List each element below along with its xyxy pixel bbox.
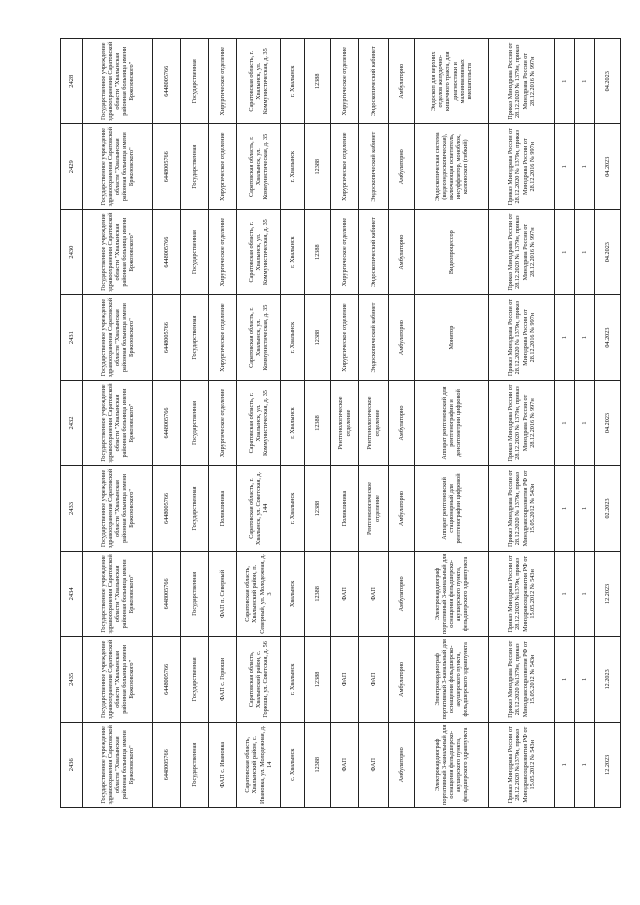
cell-address: Саратовская область, г. Хвалынск, ул. Коммунистическая, д. 35 xyxy=(237,380,281,465)
cell-ownership: Государственная xyxy=(181,466,209,551)
cell-order: Приказ Минздрава России от 28.12.2020 №1379н, приказ Минздравсоцразвития РФ от 15.05.2012 № 543н xyxy=(489,637,555,722)
cell-inn: 6448005766 xyxy=(153,124,181,209)
table-row-equipment xyxy=(415,39,489,808)
cell-qty2: 1 xyxy=(575,380,595,465)
cell-id: 2429 xyxy=(61,124,83,209)
cell-unit: Хирургическое отделение xyxy=(209,295,237,380)
cell-care: Амбулаторно xyxy=(389,380,415,465)
cell-care: Амбулаторно xyxy=(389,637,415,722)
equipment-table xyxy=(60,38,621,808)
cell-dept: Рентгенологическое отделение xyxy=(331,380,359,465)
cell-room: ФАП xyxy=(359,637,389,722)
cell-dept: ФАП xyxy=(331,551,359,636)
cell-qty2: 1 xyxy=(575,39,595,125)
cell-equipment: Аппарат рентгеновский стационарный для рентгенографии цифровой xyxy=(415,466,489,551)
table-row-date xyxy=(595,39,621,808)
cell-inn: 6448005766 xyxy=(153,637,181,722)
cell-address: Саратовская область, Хвалынский район, п. Северный, ул. Молодежная, д. 3 xyxy=(237,551,281,636)
cell-address: Саратовская область, г. Хвалынск, ул. Коммунистическая, д. 35 xyxy=(237,124,281,209)
table-row-order xyxy=(489,39,555,808)
cell-unit: Хирургическое отделение xyxy=(209,124,237,209)
cell-ownership: Государственная xyxy=(181,39,209,125)
cell-equipment: Видеопроцессор xyxy=(415,209,489,294)
table-body xyxy=(61,39,621,808)
cell-address: Саратовская область, Хвалынский район, с. Горюши, ул. Советская, д. 56 xyxy=(237,637,281,722)
cell-equipment: Электрокардиограф портативный 3-канальный для оснащения фельдшерско-акушерского пункта, фельдшерского здравпункта xyxy=(415,551,489,636)
cell-unit: Хирургическое отделение xyxy=(209,380,237,465)
cell-order: Приказ Минздрава России от 28.12.2020 № 1379н, приказ Минздрава России от 28.12.2016 № 997н xyxy=(489,209,555,294)
cell-room: Эндоскопический кабинет xyxy=(359,295,389,380)
cell-dept: Поликлиника xyxy=(331,466,359,551)
cell-qty2: 1 xyxy=(575,466,595,551)
cell-qty2: 1 xyxy=(575,551,595,636)
cell-org: Государственное учреждение здравоохранения Саратовской области "Хвалынская районная больница имени Бржозовского" xyxy=(83,551,153,636)
cell-inn: 6448005766 xyxy=(153,39,181,125)
cell-room: Эндоскопический кабинет xyxy=(359,124,389,209)
cell-date: 04.2023 xyxy=(595,295,621,380)
cell-qty: 1 xyxy=(555,551,575,636)
table-row-room xyxy=(359,39,389,808)
cell-dept: ФАП xyxy=(331,637,359,722)
cell-dept: Хирургическое отделение xyxy=(331,209,359,294)
cell-qty2: 1 xyxy=(575,295,595,380)
table-row-locality xyxy=(281,39,305,808)
cell-org: Государственное учреждение здравоохранения Саратовской области "Хвалынская районная больница имени Бржозовского" xyxy=(83,39,153,125)
cell-date: 04.2023 xyxy=(595,380,621,465)
cell-qty2: 1 xyxy=(575,209,595,294)
cell-inn: 6448005766 xyxy=(153,551,181,636)
cell-qty2: 1 xyxy=(575,722,595,807)
cell-qty: 1 xyxy=(555,380,575,465)
cell-locality: г. Хвалынск xyxy=(281,124,305,209)
table-row-address xyxy=(237,39,281,808)
cell-locality: г. Хвалынск xyxy=(281,380,305,465)
cell-ownership: Государственная xyxy=(181,637,209,722)
table-row-qty2 xyxy=(575,39,595,808)
cell-id: 2433 xyxy=(61,466,83,551)
cell-locality: г. Хвалынск xyxy=(281,466,305,551)
cell-org: Государственное учреждение здравоохранения Саратовской области "Хвалынская районная больница имени Бржозовского" xyxy=(83,380,153,465)
cell-address: Саратовская область, Хвалынский район, с. Ивановка, ул. Молодежная, д. 14 xyxy=(237,722,281,807)
cell-date: 02.2023 xyxy=(595,466,621,551)
cell-room: Эндоскопический кабинет xyxy=(359,39,389,125)
table-row-inn xyxy=(153,39,181,808)
cell-address: Саратовская область, г. Хвалынск, ул. Советская, д. 144 xyxy=(237,466,281,551)
cell-ownership: Государственная xyxy=(181,551,209,636)
cell-code: 12388 xyxy=(305,39,331,125)
cell-id: 2430 xyxy=(61,209,83,294)
cell-id: 2431 xyxy=(61,295,83,380)
table-row-care xyxy=(389,39,415,808)
cell-equipment: Эндоскопическая система (видеоэндоскопическая), включающая осветитель, инсуффлятор, моноблок, колоноскоп (гибкий) xyxy=(415,124,489,209)
cell-locality: с. Хвалынск xyxy=(281,722,305,807)
cell-inn: 6448005766 xyxy=(153,209,181,294)
cell-code: 12388 xyxy=(305,124,331,209)
cell-org: Государственное учреждение здравоохранения Саратовской области "Хвалынская районная больница имени Бржозовского" xyxy=(83,295,153,380)
cell-address: Саратовская область, г. Хвалынск, ул. Коммунистическая, д. 35 xyxy=(237,39,281,125)
cell-locality: г. Хвалынск xyxy=(281,209,305,294)
cell-order: Приказ Минздрава России от 28.12.2020 № 1379н, приказ Минздравсоцразвития РФ от 15.05.2012 № 543н xyxy=(489,466,555,551)
cell-qty: 1 xyxy=(555,39,575,125)
cell-equipment: Эндоскоп для верхних отделов желудочно-кишечного тракта, для диагностики и малоинвазивных вмешательств xyxy=(415,39,489,125)
cell-qty: 1 xyxy=(555,209,575,294)
cell-qty: 1 xyxy=(555,637,575,722)
cell-code: 12388 xyxy=(305,722,331,807)
cell-code: 12388 xyxy=(305,551,331,636)
cell-unit: Хирургическое отделение xyxy=(209,209,237,294)
cell-date: 12.2023 xyxy=(595,637,621,722)
cell-id: 2434 xyxy=(61,551,83,636)
cell-inn: 6448005766 xyxy=(153,722,181,807)
cell-care: Амбулаторно xyxy=(389,466,415,551)
table-row-dept xyxy=(331,39,359,808)
cell-code: 12388 xyxy=(305,380,331,465)
cell-id: 2435 xyxy=(61,637,83,722)
cell-unit: Хирургическое отделение xyxy=(209,39,237,125)
cell-care: Амбулаторно xyxy=(389,124,415,209)
cell-qty: 1 xyxy=(555,295,575,380)
cell-room: Рентгенологическое отделение xyxy=(359,466,389,551)
cell-room: Эндоскопический кабинет xyxy=(359,209,389,294)
cell-equipment: Аппарат рентгеновский для рентгенографии и денситометрии цифровой xyxy=(415,380,489,465)
cell-unit: ФАП п. Северный xyxy=(209,551,237,636)
cell-order: Приказ Минздрава России от 28.12.2020 №1379н, приказ Минздравсоцразвития РФ от 15.05.2012 № 543н xyxy=(489,551,555,636)
cell-room: ФАП xyxy=(359,551,389,636)
cell-ownership: Государственная xyxy=(181,380,209,465)
cell-date: 12.2023 xyxy=(595,551,621,636)
cell-address: Саратовская область, г. Хвалынск, ул. Коммунистическая, д. 35 xyxy=(237,209,281,294)
cell-code: 12388 xyxy=(305,295,331,380)
cell-order: Приказ Минздрава России от 28.12.2020 № 1379н, приказ Минздрава России от 28.12.2016 № 997н xyxy=(489,295,555,380)
cell-code: 12388 xyxy=(305,637,331,722)
table-row-code xyxy=(305,39,331,808)
cell-order: Приказ Минздрава России от 28.12.2020 № 1379н, приказ Минздрава России от 28.12.2016 № 997н xyxy=(489,124,555,209)
cell-qty: 1 xyxy=(555,124,575,209)
cell-care: Амбулаторно xyxy=(389,39,415,125)
cell-locality: Хвалынск xyxy=(281,551,305,636)
cell-qty2: 1 xyxy=(575,637,595,722)
cell-dept: Хирургическое отделение xyxy=(331,124,359,209)
cell-ownership: Государственная xyxy=(181,295,209,380)
cell-date: 12.2023 xyxy=(595,722,621,807)
cell-date: 04.2023 xyxy=(595,39,621,125)
cell-org: Государственное учреждение здравоохранения Саратовской области "Хвалынская районная больница имени Бржозовского" xyxy=(83,466,153,551)
table-row-unit xyxy=(209,39,237,808)
cell-room: ФАП xyxy=(359,722,389,807)
cell-locality: г. Хвалынск xyxy=(281,295,305,380)
cell-inn: 6448005766 xyxy=(153,380,181,465)
table-row-id xyxy=(61,39,83,808)
cell-unit: ФАП с. Ивановка xyxy=(209,722,237,807)
cell-dept: ФАП xyxy=(331,722,359,807)
cell-ownership: Государственная xyxy=(181,722,209,807)
cell-ownership: Государственная xyxy=(181,124,209,209)
rotated-table-wrapper xyxy=(60,38,620,808)
cell-dept: Хирургическое отделение xyxy=(331,295,359,380)
cell-equipment: Электрокардиограф портативный 3-канальный для оснащения фельдшерско-акушерского пункта, фельдшерского здравпункта xyxy=(415,722,489,807)
cell-dept: Хирургическое отделение xyxy=(331,39,359,125)
cell-locality: г. Хвалынск xyxy=(281,39,305,125)
cell-qty: 1 xyxy=(555,722,575,807)
cell-id: 2436 xyxy=(61,722,83,807)
cell-org: Государственное учреждение здравоохранения Саратовской области "Хвалынская районная больница имени Бржозовского" xyxy=(83,209,153,294)
cell-qty2: 1 xyxy=(575,124,595,209)
cell-unit: Поликлиника xyxy=(209,466,237,551)
cell-care: Амбулаторно xyxy=(389,295,415,380)
cell-address: Саратовская область, г. Хвалынск, ул. Коммунистическая, д. 35 xyxy=(237,295,281,380)
cell-org: Государственное учреждение здравоохранения Саратовской области "Хвалынская районная больница имени Бржозовского" xyxy=(83,124,153,209)
cell-equipment: Электрокардиограф портативный 3-канальный для оснащения фельдшерско-акушерского пункта, фельдшерского здравпункта xyxy=(415,637,489,722)
cell-care: Амбулаторно xyxy=(389,722,415,807)
cell-care: Амбулаторно xyxy=(389,209,415,294)
cell-order: Приказ Минздрава России от 28.12.2020 № 1379н, приказ Минздрава России от 28.12.2016 № 997н xyxy=(489,380,555,465)
cell-id: 2428 xyxy=(61,39,83,125)
cell-org: Государственное учреждение здравоохранения Саратовской области "Хвалынская районная больница имени Бржозовского" xyxy=(83,722,153,807)
cell-order: Приказ Минздрава России от 28.12.2020 №1379н, приказ Минздравсоцразвития РФ от 15.05.2012 № 543н xyxy=(489,722,555,807)
cell-order: Приказ Минздрава России от 28.12.2020 № 1379н, приказ Минздрава России от 28.12.2016 № 997н xyxy=(489,39,555,125)
table-row-ownership xyxy=(181,39,209,808)
cell-qty: 1 xyxy=(555,466,575,551)
cell-inn: 6448005766 xyxy=(153,295,181,380)
cell-date: 04.2023 xyxy=(595,209,621,294)
cell-unit: ФАП с. Горюши xyxy=(209,637,237,722)
table-row-qty xyxy=(555,39,575,808)
cell-id: 2432 xyxy=(61,380,83,465)
cell-equipment: Монитор xyxy=(415,295,489,380)
cell-org: Государственное учреждение здравоохранения Саратовской области "Хвалынская районная больница имени Бржозовского" xyxy=(83,637,153,722)
cell-date: 04.2023 xyxy=(595,124,621,209)
cell-code: 12388 xyxy=(305,466,331,551)
cell-code: 12388 xyxy=(305,209,331,294)
table-row-org xyxy=(83,39,153,808)
cell-locality: г. Хвалынск xyxy=(281,637,305,722)
cell-care: Амбулаторно xyxy=(389,551,415,636)
cell-inn: 6448005766 xyxy=(153,466,181,551)
cell-room: Рентгенологическое отделение xyxy=(359,380,389,465)
cell-ownership: Государственная xyxy=(181,209,209,294)
